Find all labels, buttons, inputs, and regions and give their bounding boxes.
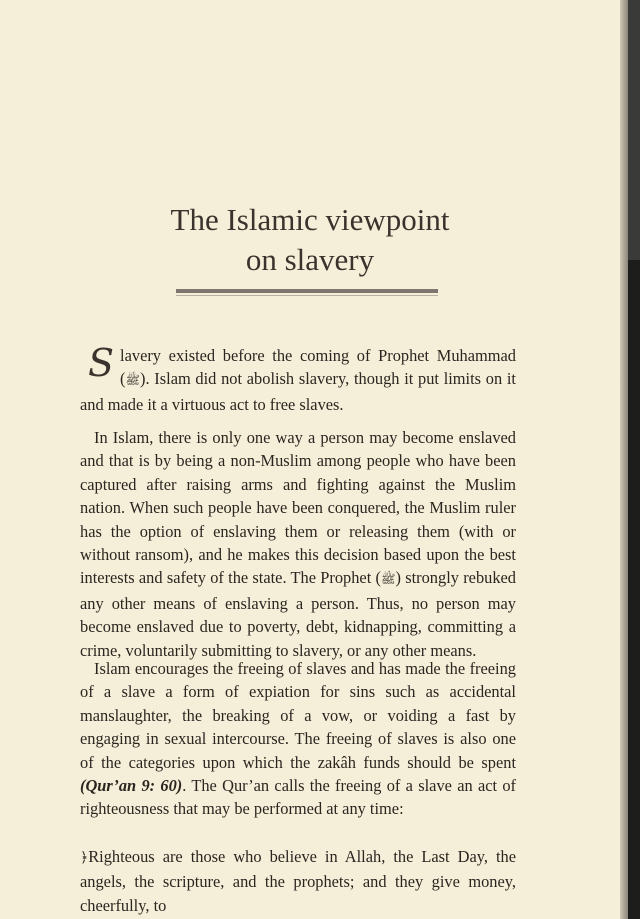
p3-before: Islam encourages the freeing of slaves and has made the freeing of a slave a form of expiation for sins such as accidental manslaughter, the breaking of a vow, or voiding a fast by engaging in sexual intercourse. The freeing of slaves is also one of the categories upon which the zakâh funds should be spent	[80, 659, 516, 772]
p2-after: ) strongly rebuked any other means of enslaving a person. Thus, no person may become enslaved due to poverty, debt, kidnapping, committing a crime, voluntarily submitting to slavery, or any other means.	[80, 568, 517, 660]
honorific-glyph: ﷺ	[125, 373, 141, 388]
p2-before: In Islam, there is only one way a person may become enslaved and that is by being a non-Muslim among people who have been captured after raising arms and fighting against the Muslim nation. When such people have been conquered, the Muslim ruler has the option of enslaving them or releasing them (with or without ransom), and he makes this decision based upon the best interests and safety of the state. The Prophet (	[80, 428, 516, 588]
drop-cap: S	[88, 341, 115, 385]
title-rule	[176, 289, 438, 293]
book-edge-shadow	[628, 260, 640, 919]
title-rule-thin	[176, 295, 438, 296]
quote-text: Righteous are those who believe in Allah, the Last Day, the angels, the scripture, and the prophets; and they give money, cheerfully, to	[80, 847, 516, 915]
title-line-1: The Islamic viewpoint	[170, 202, 450, 237]
chapter-title	[80, 200, 540, 280]
p3-after: . The Qur’an calls the freeing of a slave an act of righteousness that may be performed at any time:	[80, 776, 516, 819]
quran-reference: (Qur’an 9: 60)	[80, 776, 183, 796]
paragraph-3	[80, 657, 516, 821]
honorific-glyph: ﷺ	[381, 572, 396, 587]
title-line-2: on slavery	[245, 242, 375, 277]
paragraph-2	[80, 426, 516, 662]
p1-text: lavery existed before the coming of Prophet Muhammad (	[120, 346, 516, 389]
ornate-bracket-icon: ﴿	[80, 851, 89, 866]
quran-quote	[80, 845, 516, 917]
p1-rest: ). Islam did not abolish slavery, though it put limits on it and made it a virtuous act to free slaves.	[80, 369, 516, 414]
page-gutter	[620, 0, 628, 919]
paragraph-1	[80, 341, 516, 416]
